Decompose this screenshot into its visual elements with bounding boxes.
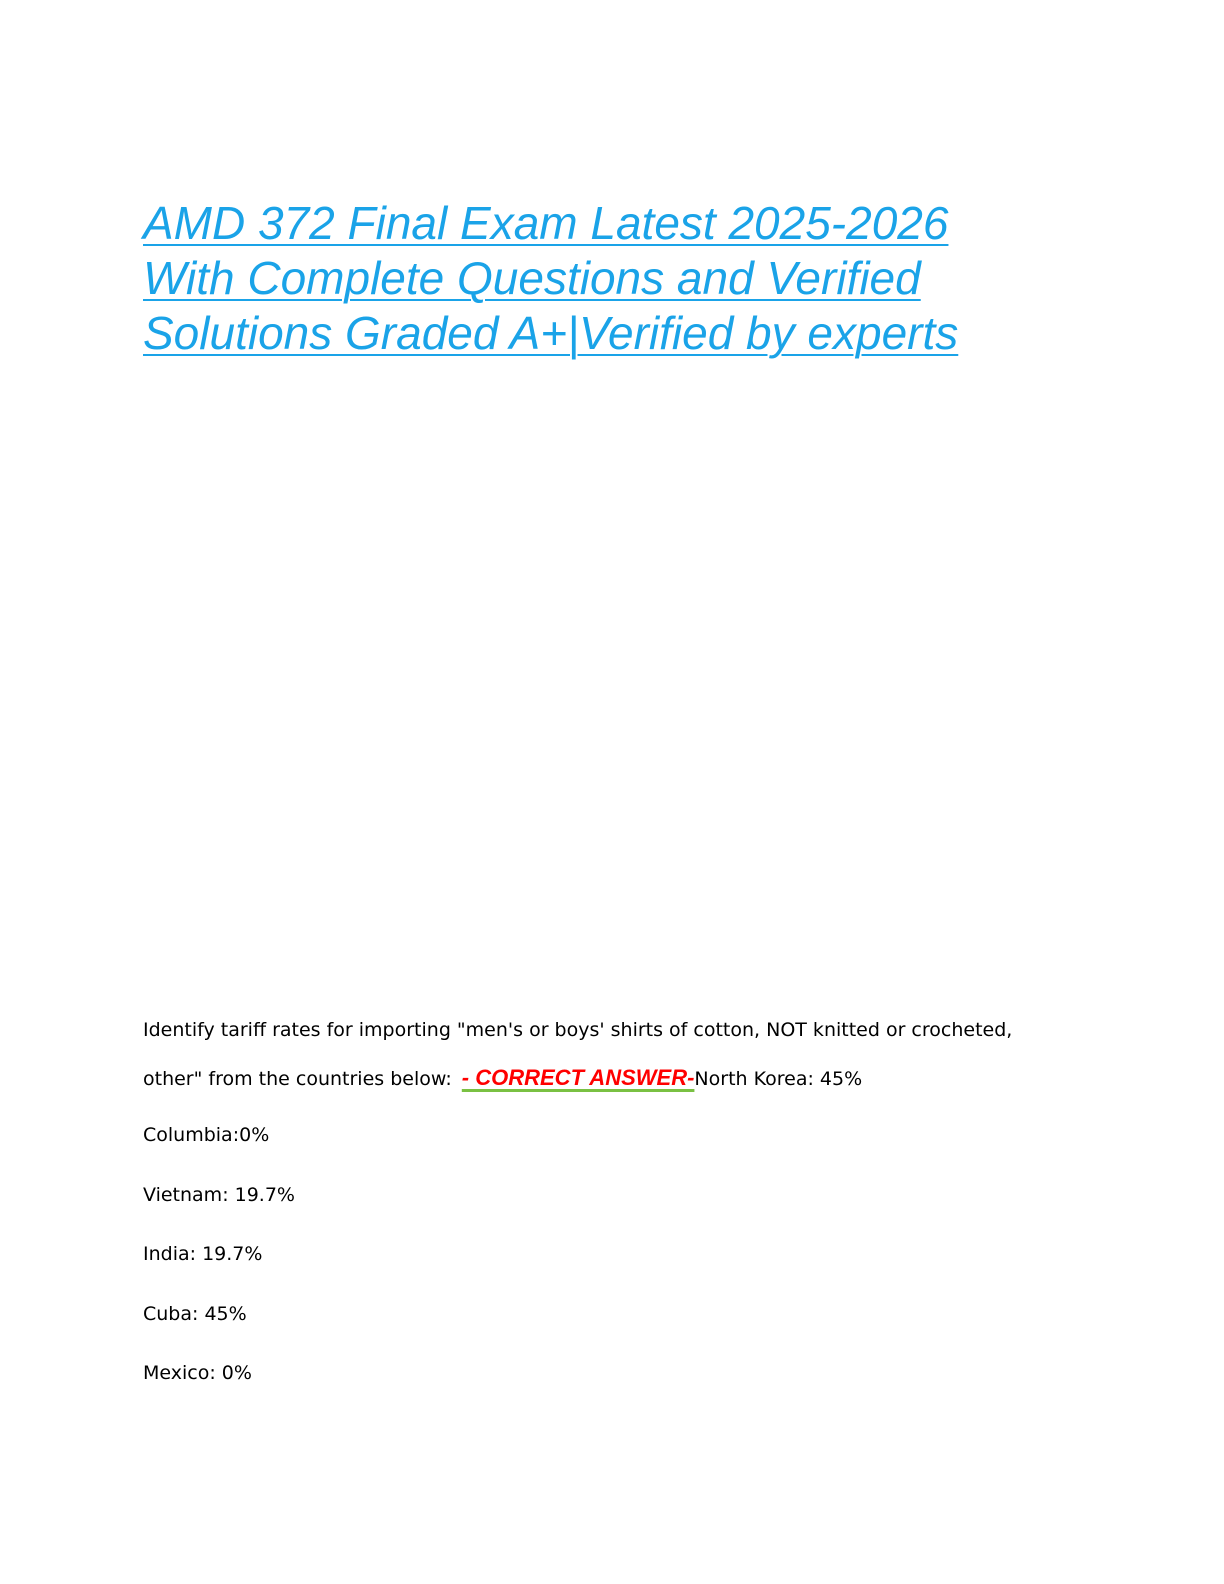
question-block (143, 1010, 1103, 1415)
title-line (143, 251, 1043, 306)
answer-item: Columbia:0% (143, 1124, 270, 1146)
answer-item: India: 19.7% (143, 1243, 263, 1265)
question-text-line-1: Identify tariff rates for importing "men's or boys' shirts of cotton, NOT knitted or crocheted, (143, 1019, 1013, 1041)
title-line (143, 306, 1043, 361)
title-link-text[interactable]: AMD 372 Final Exam Latest 2025-2026 (143, 197, 949, 249)
title-link-text[interactable]: With Complete Questions and Verified (143, 252, 921, 304)
first-answer: North Korea: 45% (694, 1068, 863, 1090)
title-line (143, 196, 1043, 251)
correct-answer-tag: - CORRECT ANSWER- (461, 1065, 695, 1090)
answer-item: Vietnam: 19.7% (143, 1183, 295, 1206)
answer-item: Cuba: 45% (143, 1302, 247, 1325)
question-text-line-2 (143, 1058, 1103, 1106)
title-link-text[interactable]: Solutions Graded A+|Verified by experts (143, 307, 959, 359)
document-title[interactable] (143, 196, 1043, 361)
answer-list (143, 1117, 1103, 1415)
question-text-line-2-text: other" from the countries below: (143, 1068, 452, 1090)
answer-item: Mexico: 0% (143, 1362, 252, 1384)
